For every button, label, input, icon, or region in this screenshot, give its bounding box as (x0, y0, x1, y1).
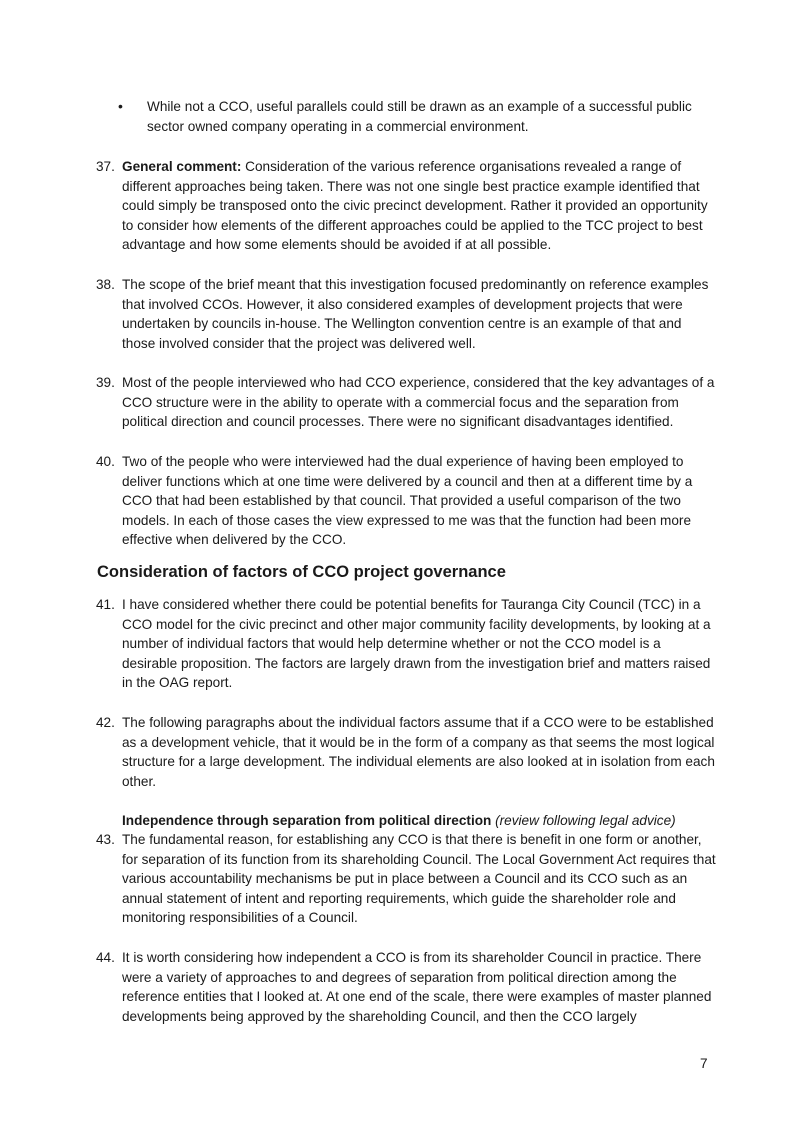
bullet-item (118, 97, 718, 136)
paragraph-number: 38. (96, 277, 115, 292)
paragraph-42 (96, 713, 716, 791)
paragraph-number: 42. (96, 715, 115, 730)
paragraph-41 (96, 595, 716, 693)
subheading-title: Independence through separation from political direction (122, 813, 492, 828)
bullet-text: While not a CCO, useful parallels could still be drawn as an example of a successful public sector owned company operating in a commercial environment. (147, 99, 692, 134)
paragraph-39 (96, 373, 716, 432)
paragraph-body: Consideration of the various reference organisations revealed a range of different approaches being taken. There was not one single best practice example identified that could simply be transposed onto the civic precinct development. Rather it provided an opportunity to consider how elements of the different approaches could be applied to the TCC project to best advantage and how some elements should be avoided if at all possible. (122, 159, 708, 253)
paragraph-number: 39. (96, 375, 115, 390)
paragraph-text: Most of the people interviewed who had CCO experience, considered that the key advantages of a CCO structure were in the ability to operate with a commercial focus and the separation from political direction and council processes. There were no significant disadvantages identified. (122, 375, 715, 430)
paragraph-38 (96, 275, 716, 353)
paragraph-text: The following paragraphs about the individual factors assume that if a CCO were to be established as a development vehicle, that it would be in the form of a company as that seems the most logical structure for a large development. The individual elements are also looked at in isolation from each other. (122, 715, 715, 789)
paragraph-text: Two of the people who were interviewed had the dual experience of having been employed to deliver functions which at one time were delivered by a council and then at a different time by a CCO that had been established by that council. That provided a useful comparison of the two models. In each of those cases the view expressed to me was that the function had been more effective when delivered by the CCO. (122, 454, 693, 548)
paragraph-text: It is worth considering how independent a CCO is from its shareholder Council in practice. There were a variety of approaches to and degrees of separation from political direction among the reference entities that I looked at. At one end of the scale, there were examples of master planned developments being approved by the shareholding Council, and then the CCO largely (122, 950, 712, 1024)
paragraph-number: 41. (96, 597, 115, 612)
paragraph-number: 37. (96, 159, 115, 174)
paragraph-text: I have considered whether there could be potential benefits for Tauranga City Council (TCC) in a CCO model for the civic precinct and other major community facility developments, by looking at a number of individual factors that would help determine whether or not the CCO model is a desirable proposition. The factors are largely drawn from the investigation brief and matters raised in the OAG report. (122, 597, 711, 691)
bullet-dot: • (118, 98, 123, 114)
subheading (122, 811, 676, 831)
paragraph-44 (96, 948, 716, 1026)
paragraph-43 (96, 830, 716, 928)
paragraph-text (122, 157, 716, 255)
section-heading: Consideration of factors of CCO project governance (97, 563, 506, 581)
paragraph-number: 44. (96, 950, 115, 965)
paragraph-number: 40. (96, 454, 115, 469)
paragraph-text: The fundamental reason, for establishing any CCO is that there is benefit in one form or another, for separation of its function from its shareholding Council. The Local Government Act requires that various accountability mechanisms be put in place between a Council and its CCO such as an annual statement of intent and reporting requirements, which guide the shareholder role and monitoring responsibilities of a Council. (122, 832, 716, 926)
paragraph-text: The scope of the brief meant that this investigation focused predominantly on reference examples that involved CCOs. However, it also considered examples of development projects that were undertaken by councils in-house. The Wellington convention centre is an example of that and those involved consider that the project was delivered well. (122, 277, 709, 351)
paragraph-lead: General comment: (122, 159, 242, 174)
paragraph-number: 43. (96, 832, 115, 847)
subheading-note: (review following legal advice) (491, 813, 676, 828)
page-number: 7 (700, 1056, 708, 1071)
paragraph-40 (96, 452, 716, 550)
paragraph-37 (96, 157, 716, 255)
